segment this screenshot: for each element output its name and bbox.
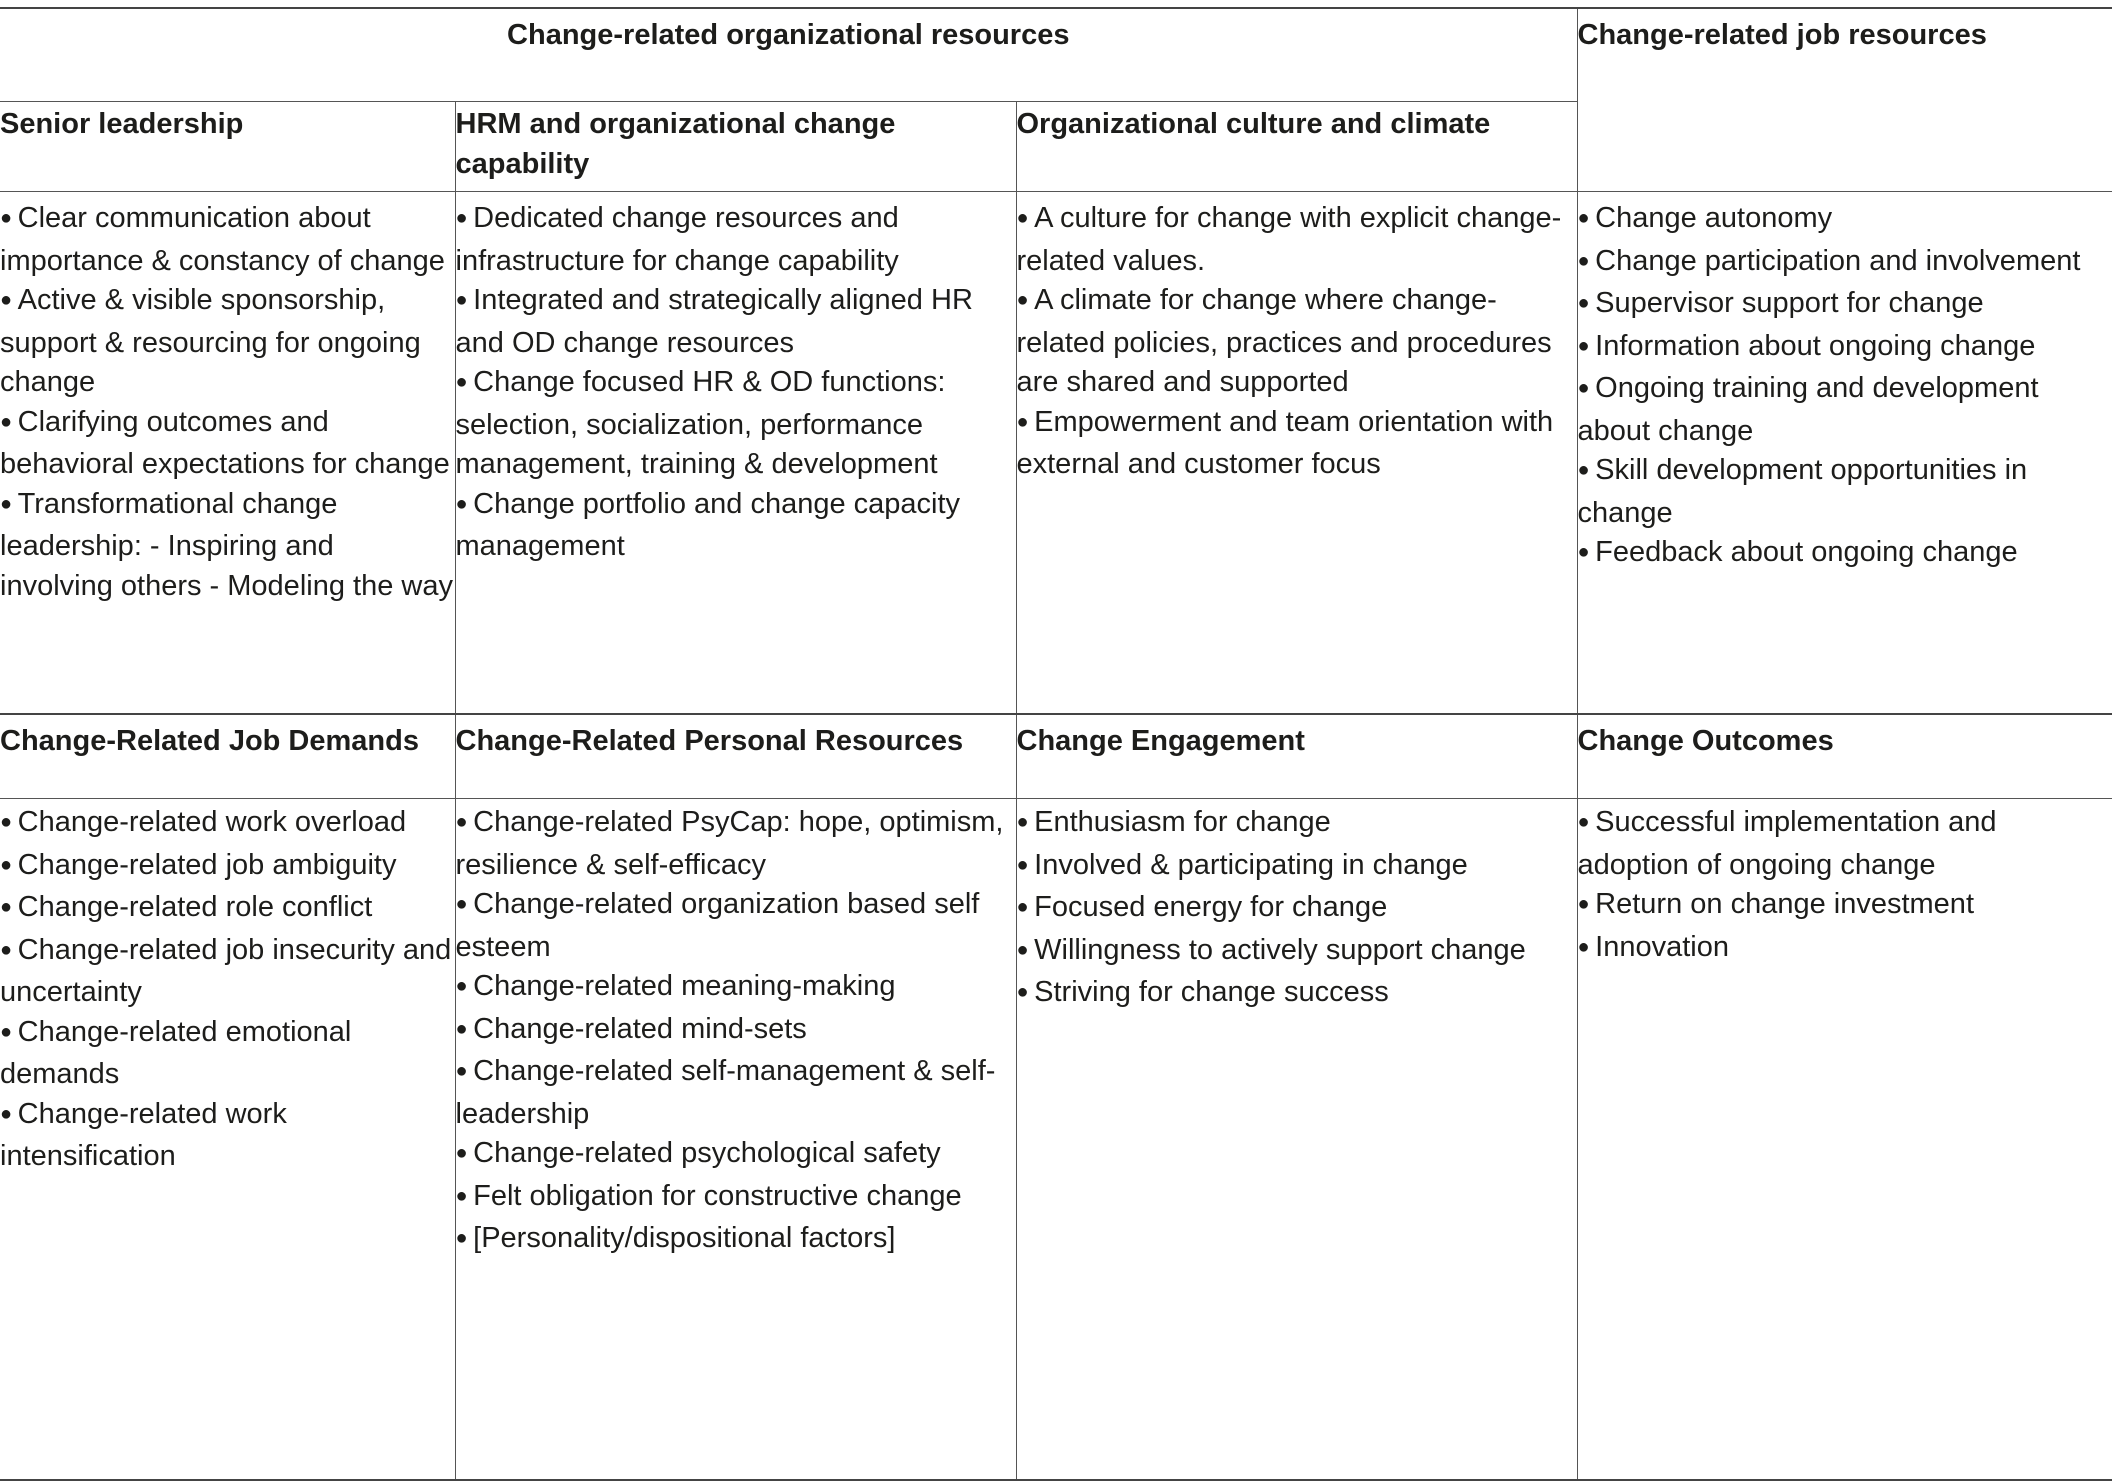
job-demands-list bbox=[0, 803, 455, 1177]
list-item: ● Involved & participating in change bbox=[1017, 846, 1577, 889]
list-item: ● Change-related self-management & self-leadership bbox=[456, 1052, 1016, 1134]
culture-climate-list bbox=[1017, 199, 1577, 485]
change-outcomes-cell bbox=[1577, 799, 2112, 1481]
upper-content-row bbox=[0, 192, 2112, 715]
list-item: ● Clear communication about importance & constancy of change bbox=[0, 199, 455, 281]
list-item: ● Skill development opportunities in change bbox=[1578, 451, 2113, 533]
list-item: ● Change focused HR & OD functions: selection, socialization, performance management, training & development bbox=[456, 363, 1016, 485]
change-outcomes-header: Change Outcomes bbox=[1577, 714, 2112, 799]
list-item: ● Innovation bbox=[1578, 928, 2113, 971]
change-outcomes-list bbox=[1578, 803, 2113, 970]
hrm-capability-list bbox=[456, 199, 1016, 567]
list-item: ● Feedback about ongoing change bbox=[1578, 533, 2113, 576]
job-resources-header: Change-related job resources bbox=[1577, 8, 2112, 192]
job-resources-cell bbox=[1577, 192, 2112, 715]
list-item: ● Change-related emotional demands bbox=[0, 1013, 455, 1095]
list-item: ● Successful implementation and adoption of ongoing change bbox=[1578, 803, 2113, 885]
list-item: ● Change-related role conflict bbox=[0, 888, 455, 931]
personal-resources-list bbox=[456, 803, 1016, 1262]
list-item: ● Change-related psychological safety bbox=[456, 1134, 1016, 1177]
culture-climate-header: Organizational culture and climate bbox=[1016, 102, 1577, 192]
list-item: ● Change participation and involvement bbox=[1578, 242, 2113, 285]
lower-header-row bbox=[0, 714, 2112, 799]
culture-climate-cell bbox=[1016, 192, 1577, 715]
list-item: ● Felt obligation for constructive change bbox=[456, 1177, 1016, 1220]
list-item: ● A climate for change where change-related policies, practices and procedures are shared and supported bbox=[1017, 281, 1577, 403]
job-demands-cell bbox=[0, 799, 455, 1481]
senior-leadership-list bbox=[0, 199, 455, 606]
list-item: ● Willingness to actively support change bbox=[1017, 931, 1577, 974]
list-item: ● Change-related job insecurity and uncertainty bbox=[0, 931, 455, 1013]
hrm-capability-header: HRM and organizational change capability bbox=[455, 102, 1016, 192]
organizational-resources-group-header: Change-related organizational resources bbox=[0, 8, 1577, 102]
list-item: ● Enthusiasm for change bbox=[1017, 803, 1577, 846]
list-item: ● Return on change investment bbox=[1578, 885, 2113, 928]
list-item: ● Transformational change leadership: - Inspiring and involving others - Modeling the way bbox=[0, 485, 455, 607]
list-item: ● Active & visible sponsorship, support & resourcing for ongoing change bbox=[0, 281, 455, 403]
list-item: ● Change-related work intensification bbox=[0, 1095, 455, 1177]
list-item: ● Change-related mind-sets bbox=[456, 1010, 1016, 1053]
list-item: ● Supervisor support for change bbox=[1578, 284, 2113, 327]
list-item: ● Focused energy for change bbox=[1017, 888, 1577, 931]
table-top-header-row bbox=[0, 8, 2112, 102]
list-item: ● Change-related job ambiguity bbox=[0, 846, 455, 889]
list-item: ● A culture for change with explicit change-related values. bbox=[1017, 199, 1577, 281]
list-item: ● Integrated and strategically aligned HR and OD change resources bbox=[456, 281, 1016, 363]
change-resources-table bbox=[0, 7, 2112, 1481]
senior-leadership-cell bbox=[0, 192, 455, 715]
list-item: ● Change-related work overload bbox=[0, 803, 455, 846]
list-item: ● Change-related organization based self esteem bbox=[456, 885, 1016, 967]
list-item: ● Empowerment and team orientation with external and customer focus bbox=[1017, 403, 1577, 485]
list-item: ● Change portfolio and change capacity management bbox=[456, 485, 1016, 567]
list-item: ● Clarifying outcomes and behavioral expectations for change bbox=[0, 403, 455, 485]
job-demands-header: Change-Related Job Demands bbox=[0, 714, 455, 799]
list-item: ● Striving for change success bbox=[1017, 973, 1577, 1016]
list-item: ● Change-related meaning-making bbox=[456, 967, 1016, 1010]
change-engagement-header: Change Engagement bbox=[1016, 714, 1577, 799]
job-resources-list bbox=[1578, 199, 2113, 576]
lower-content-row bbox=[0, 799, 2112, 1481]
personal-resources-cell bbox=[455, 799, 1016, 1481]
list-item: ● Ongoing training and development about change bbox=[1578, 369, 2113, 451]
list-item: ● Change-related PsyCap: hope, optimism, resilience & self-efficacy bbox=[456, 803, 1016, 885]
hrm-capability-cell bbox=[455, 192, 1016, 715]
list-item: ● [Personality/dispositional factors] bbox=[456, 1219, 1016, 1262]
list-item: ● Dedicated change resources and infrastructure for change capability bbox=[456, 199, 1016, 281]
list-item: ● Change autonomy bbox=[1578, 199, 2113, 242]
change-engagement-cell bbox=[1016, 799, 1577, 1481]
list-item: ● Information about ongoing change bbox=[1578, 327, 2113, 370]
personal-resources-header: Change-Related Personal Resources bbox=[455, 714, 1016, 799]
senior-leadership-header: Senior leadership bbox=[0, 102, 455, 192]
change-engagement-list bbox=[1017, 803, 1577, 1016]
